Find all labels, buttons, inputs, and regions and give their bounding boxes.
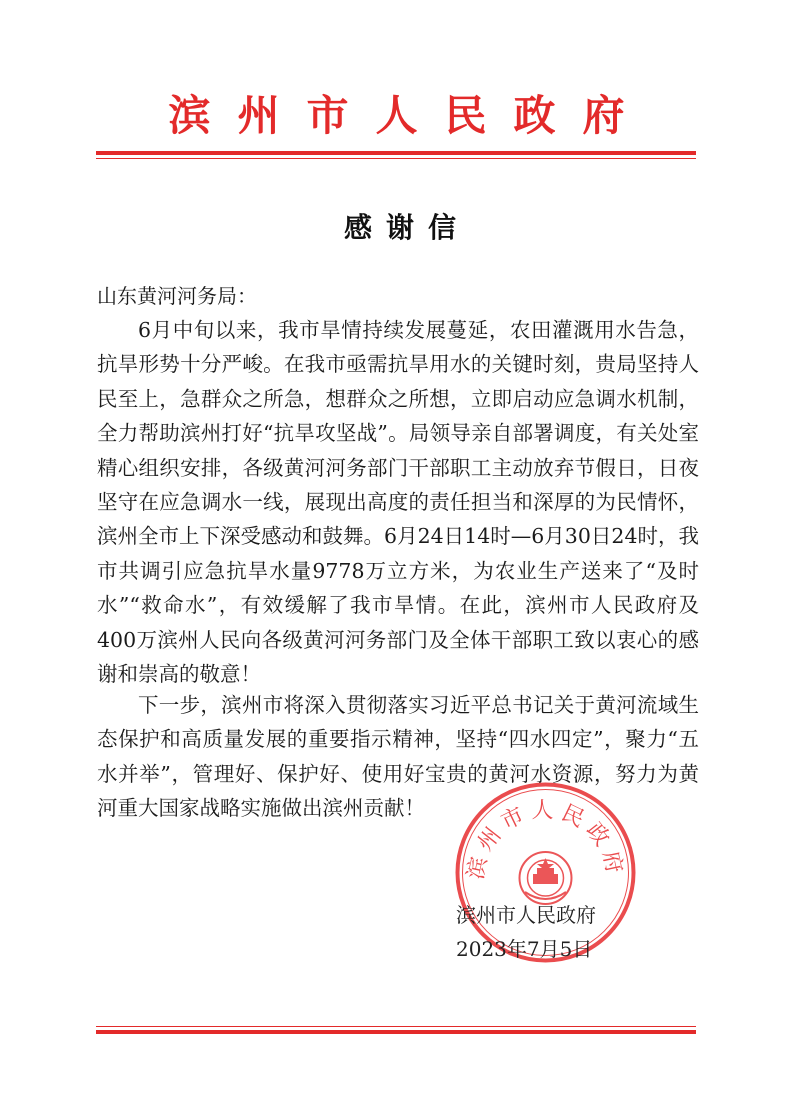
seal-text: 滨州市人民政府: [463, 798, 628, 882]
salutation: 山东黄河河务局：: [97, 284, 257, 308]
signature-block: [456, 898, 596, 966]
footer-divider: [96, 1026, 696, 1034]
signature-date: 2023年7月5日: [456, 937, 593, 961]
letter-title: 感谢信: [343, 211, 470, 244]
letterhead-title: 滨州市人民政府: [168, 91, 652, 140]
body-paragraph-2: 下一步，滨州市将深入贯彻落实习近平总书记关于黄河流域生态保护和高质量发展的重要指示精神，坚持“四水四定”，聚力“五水并举”，管理好、保护好、使用好宝贵的黄河水资源，努力为黄河重大国家战略实施做出滨州贡献！: [97, 693, 699, 821]
letterhead-divider: [96, 151, 696, 159]
body-paragraph-1: 6月中旬以来，我市旱情持续发展蔓延，农田灌溉用水告急，抗旱形势十分严峻。在我市亟需抗旱用水的关键时刻，贵局坚持人民至上，急群众之所急，想群众之所想，立即启动应急调水机制，全力帮助滨州打好“抗旱攻坚战”。局领导亲自部署调度，有关处室精心组织安排，各级黄河河务部门干部职工主动放弃节假日，日夜坚守在应急调水一线，展现出高度的责任担当和深厚的为民情怀，滨州全市上下深受感动和鼓舞。6月24日14时—6月30日24时，我市共调引应急抗旱水量9778万立方米，为农业生产送来了“及时水”“救命水”，有效缓解了我市旱情。在此，滨州市人民政府及400万滨州人民向各级黄河河务部门及全体干部职工致以衷心的感谢和崇高的敬意！: [97, 318, 699, 687]
national-emblem-icon: [520, 852, 572, 904]
signature-org: 滨州市人民政府: [456, 903, 596, 927]
